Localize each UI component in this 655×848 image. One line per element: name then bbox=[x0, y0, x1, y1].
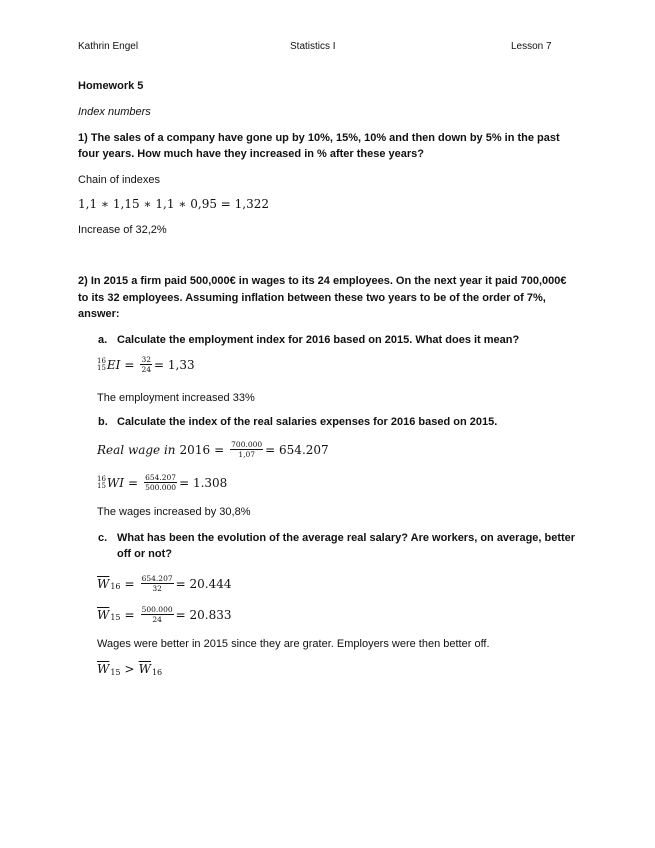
q2-line2: to its 32 employees. Assuming inflation between these two years to be of the order of 7%, bbox=[78, 292, 546, 304]
q2b-wi-fraction: $\frac{654.207}{500.000}$ bbox=[145, 473, 177, 492]
w15-result: = 20.833 bbox=[175, 607, 232, 622]
q2b-rw-fraction: $\frac{700.000}{1,07}$ bbox=[231, 440, 263, 459]
q2c-w15-fraction: $\frac{500.000}{24}$ bbox=[141, 605, 173, 624]
q2a-prescripts: 16 15 bbox=[97, 356, 106, 372]
homework-title: Homework 5 bbox=[78, 80, 144, 92]
q1-line2: four years. How much have they increased in % after these years? bbox=[78, 148, 425, 160]
q1-answer: Increase of 32,2% bbox=[78, 224, 167, 236]
header-author: Kathrin Engel bbox=[78, 41, 139, 52]
header-course: Statistics I bbox=[290, 41, 336, 52]
q2c-question-line2: off or not? bbox=[117, 548, 172, 560]
q2b-question: Calculate the index of the real salaries expenses for 2016 based on 2015. bbox=[117, 416, 498, 428]
q2a-formula: 16 15 EI = $\frac{32}{24}$ = 1,33 bbox=[97, 355, 195, 374]
q2c-answer: Wages were better in 2015 since they are grater. Employers were then better off. bbox=[97, 638, 490, 650]
q2a-result: = 1,33 bbox=[154, 357, 195, 372]
q2b-answer: The wages increased by 30,8% bbox=[97, 506, 251, 518]
q2b-real-wage-formula: Real wage in 2016 = $\frac{700.000}{1,07}$ = 654.207 bbox=[97, 440, 329, 459]
q2c-question-line1: What has been the evolution of the average real salary? Are workers, on average, better bbox=[117, 532, 576, 544]
q2a-fraction: $\frac{32}{24}$ bbox=[141, 355, 152, 374]
q2-line3: answer: bbox=[78, 308, 120, 320]
q2b-wi-result: = 1.308 bbox=[179, 475, 228, 490]
q2c-w16-formula: $\overline{W}$ 16 = $\frac{654.207}{32}$ = 20.444 bbox=[97, 574, 232, 593]
q2c-marker: c. bbox=[98, 532, 108, 544]
w15-var: $\overline{W}$ bbox=[97, 607, 110, 622]
q2b-prescripts: 16 15 bbox=[97, 474, 106, 490]
homework-subtitle: Index numbers bbox=[78, 106, 151, 118]
q2b-rw-result: = 654.207 bbox=[265, 442, 329, 457]
q2a-var: EI bbox=[106, 357, 121, 372]
q2a-answer: The employment increased 33% bbox=[97, 392, 255, 404]
q2a-marker: a. bbox=[98, 334, 108, 346]
q2a-question: Calculate the employment index for 2016 based on 2015. What does it mean? bbox=[117, 334, 520, 346]
q2b-wi-var: WI bbox=[106, 475, 124, 490]
q2b-rw-year: 2016 bbox=[179, 442, 211, 457]
q2c-w15-formula: $\overline{W}$ 15 = $\frac{500.000}{24}$ = 20.833 bbox=[97, 605, 232, 624]
w16-result: = 20.444 bbox=[175, 576, 232, 591]
q2c-comparison: $\overline{W}$ 15 > $\overline{W}$ 16 bbox=[97, 662, 163, 677]
header-lesson: Lesson 7 bbox=[511, 41, 552, 52]
q1-formula: 1,1 ∗ 1,15 ∗ 1,1 ∗ 0,95 = 1,322 bbox=[78, 197, 269, 211]
w16-var: $\overline{W}$ bbox=[97, 576, 110, 591]
q2c-w16-fraction: $\frac{654.207}{32}$ bbox=[141, 574, 173, 593]
q1-chain-label: Chain of indexes bbox=[78, 174, 160, 186]
q2-line1: 2) In 2015 a firm paid 500,000€ in wages to its 24 employees. On the next year it paid 700,000€ bbox=[78, 275, 567, 287]
q2b-wi-formula: 16 15 WI = $\frac{654.207}{500.000}$ = 1.308 bbox=[97, 473, 228, 492]
q1-line1: 1) The sales of a company have gone up by 10%, 15%, 10% and then down by 5% in the past bbox=[78, 132, 560, 144]
q2b-rw-label: Real wage in bbox=[97, 442, 176, 457]
q2b-marker: b. bbox=[98, 416, 108, 428]
